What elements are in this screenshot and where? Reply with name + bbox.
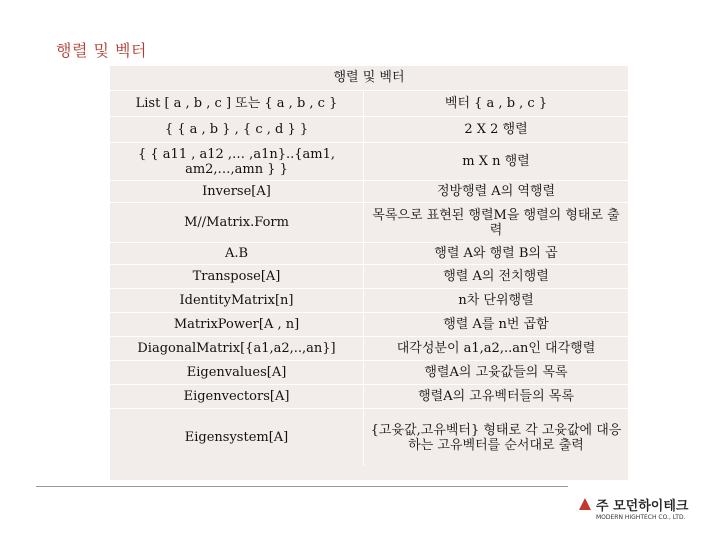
command-cell: Transpose[A]: [110, 265, 364, 288]
command-cell: IdentityMatrix[n]: [110, 289, 364, 312]
command-cell: { { a11 , a12 ,… ,a1n}..{am1, am2,…,amn } }: [110, 143, 364, 180]
page-title: 행렬 및 벡터: [56, 41, 147, 60]
table-row: [110, 264, 628, 288]
table-row: [110, 360, 628, 384]
command-cell: MatrixPower[A , n]: [110, 313, 364, 336]
description-cell: 행렬 A의 전치행렬: [443, 269, 549, 284]
table-header: 행렬 및 벡터: [333, 70, 405, 85]
description-cell: 행렬A의 고유벡터들의 목록: [418, 389, 574, 404]
command-cell: Inverse[A]: [110, 181, 364, 202]
command-cell: Eigenvectors[A]: [110, 385, 364, 408]
description-cell: 정방행렬 A의 역행렬: [436, 184, 556, 199]
logo-mark-icon: [578, 497, 592, 511]
command-cell: List [ a , b , c ] 또는 { a , b , c }: [110, 91, 364, 116]
company-logo: [578, 497, 698, 527]
command-cell: Eigenvalues[A]: [110, 361, 364, 384]
description-cell: 2 X 2 행렬: [464, 122, 528, 137]
table-row: [110, 384, 628, 408]
command-cell: { { a , b } , { c , d } }: [110, 117, 364, 142]
description-cell: m X n 행렬: [462, 154, 530, 169]
description-cell: 행렬A의 고윳값들의 목록: [424, 365, 568, 380]
table-row: [110, 312, 628, 336]
description-cell: 벡터 { a , b , c }: [444, 96, 548, 111]
table-row: [110, 202, 628, 242]
company-subtitle: MODERN HIGHTECH CO., LTD.: [596, 514, 686, 521]
table-row: [110, 142, 628, 180]
company-name: 주 모던하이테크: [596, 499, 689, 514]
table-row: [110, 336, 628, 360]
description-cell: n차 단위행렬: [458, 293, 534, 308]
description-cell: {고윳값,고유벡터} 형태로 각 고윳값에 대응하는 고유벡터를 순서대로 출력: [370, 422, 622, 453]
description-cell: 행렬 A와 행렬 B의 곱: [434, 246, 558, 261]
command-cell: Eigensystem[A]: [110, 409, 364, 466]
table-row: [110, 90, 628, 116]
command-table: [110, 66, 628, 480]
command-cell: DiagonalMatrix[{a1,a2,..,an}]: [110, 337, 364, 360]
command-cell: A.B: [110, 243, 364, 264]
description-cell: 행렬 A를 n번 곱함: [443, 317, 549, 332]
table-row: [110, 408, 628, 466]
table-row: [110, 288, 628, 312]
table-row: [110, 116, 628, 142]
table-row: [110, 242, 628, 264]
description-cell: 목록으로 표현된 행렬M을 행렬의 형태로 출력: [372, 207, 620, 238]
command-cell: M//Matrix.Form: [110, 203, 364, 242]
footer-divider: [36, 486, 568, 487]
table-row: [110, 180, 628, 202]
description-cell: 대각성분이 a1,a2,..an인 대각행렬: [396, 341, 596, 356]
